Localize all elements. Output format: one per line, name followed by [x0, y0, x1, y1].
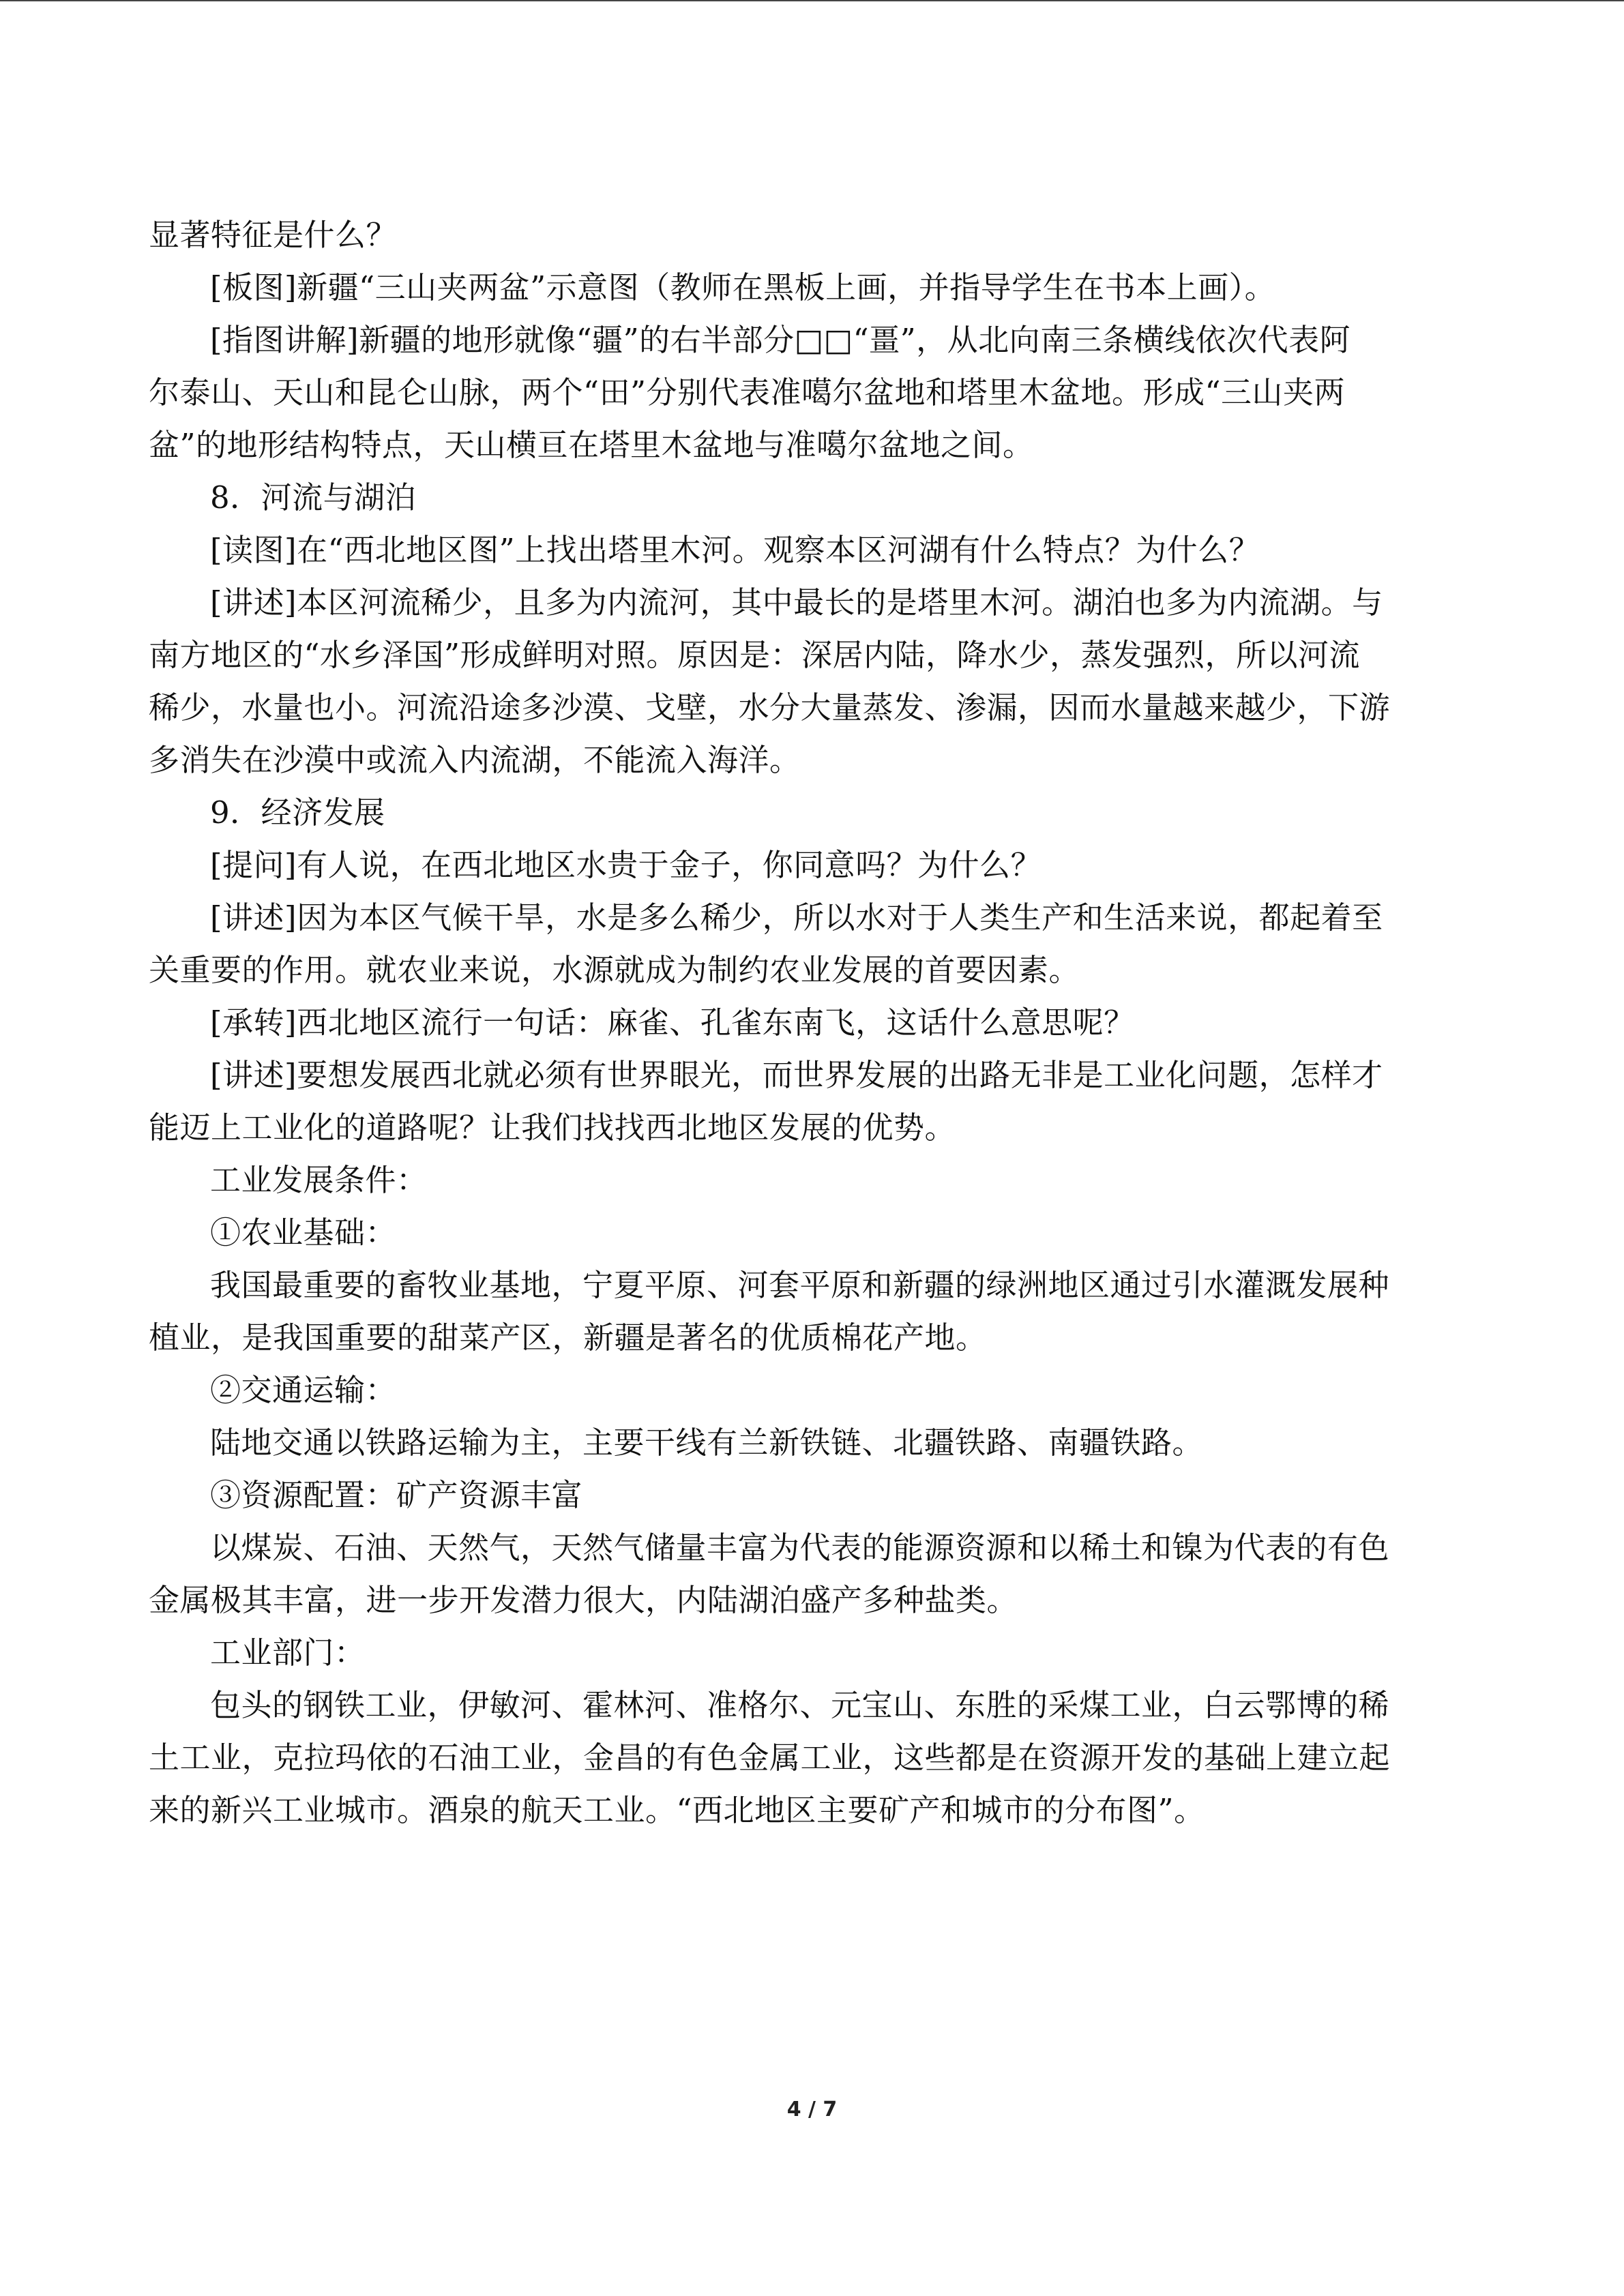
page-number: 4 / 7 — [786, 2098, 838, 2121]
section-heading: 9．经济发展 — [210, 794, 385, 831]
section-heading: 8．河流与湖泊 — [210, 479, 417, 516]
text-line: 金属极其丰富，进一步开发潜力很大，内陆湖泊盛产多种盐类。 — [149, 1582, 1018, 1618]
text-line: 南方地区的“水乡泽国”形成鲜明对照。原因是：深居内陆，降水少，蒸发强烈，所以河流 — [149, 637, 1361, 673]
text-line: 能迈上工业化的道路呢？让我们找找西北地区发展的优势。 — [149, 1109, 956, 1146]
text-line: 稀少，水量也小。河流沿途多沙漠、戈壁，水分大量蒸发、渗漏，因而水量越来越少，下游 — [149, 689, 1391, 726]
text-line: 显著特征是什么？ — [149, 217, 398, 253]
subheading: ②交通运输： — [210, 1372, 397, 1408]
text-line: 关重要的作用。就农业来说，水源就成为制约农业发展的首要因素。 — [149, 952, 1080, 988]
text-line: 陆地交通以铁路运输为主，主要干线有兰新铁链、北疆铁路、南疆铁路。 — [210, 1425, 1204, 1461]
subheading: ①农业基础： — [210, 1214, 397, 1251]
text-line: 我国最重要的畜牧业基地，宁夏平原、河套平原和新疆的绿洲地区通过引水灌溉发展种 — [210, 1267, 1390, 1303]
subheading: ③资源配置：矿产资源丰富 — [210, 1477, 583, 1513]
text-line: 植业，是我国重要的甜菜产区，新疆是著名的优质棉花产地。 — [149, 1320, 987, 1356]
text-line: 盆”的地形结构特点，天山横亘在塔里木盆地与准噶尔盆地之间。 — [149, 427, 1034, 463]
text-line: 来的新兴工业城市。酒泉的航天工业。“西北地区主要矿产和城市的分布图”。 — [149, 1792, 1205, 1828]
text-line: [指图讲解]新疆的地形就像“疆”的右半部分□□“畺”，从北向南三条横线依次代表阿 — [210, 322, 1351, 358]
text-line: 多消失在沙漠中或流入内流湖，不能流入海洋。 — [149, 742, 801, 778]
text-line: 包头的钢铁工业，伊敏河、霍林河、准格尔、元宝山、东胜的采煤工业，白云鄂博的稀 — [210, 1687, 1390, 1723]
text-line: [板图]新疆“三山夹两盆”示意图（教师在黑板上画，并指导学生在书本上画）。 — [210, 269, 1276, 305]
text-line: [讲述]因为本区气候干旱，水是多么稀少，所以水对于人类生产和生活来说，都起着至 — [210, 899, 1383, 936]
text-line: 尔泰山、天山和昆仑山脉，两个“田”分别代表准噶尔盆地和塔里木盆地。形成“三山夹两 — [149, 374, 1346, 411]
text-line: [讲述]要想发展西北就必须有世界眼光，而世界发展的出路无非是工业化问题，怎样才 — [210, 1057, 1383, 1093]
subheading: 工业部门： — [210, 1635, 366, 1671]
text-line: 土工业，克拉玛依的石油工业，金昌的有色金属工业，这些都是在资源开发的基础上建立起 — [149, 1740, 1391, 1776]
page-top-border — [0, 0, 1624, 1]
text-line: [读图]在“西北地区图”上找出塔里木河。观察本区河湖有什么特点？为什么？ — [210, 532, 1260, 568]
text-line: [提问]有人说，在西北地区水贵于金子，你同意吗？为什么？ — [210, 847, 1042, 883]
document-body — [149, 209, 1462, 1836]
subheading: 工业发展条件： — [210, 1162, 428, 1198]
text-line: [讲述]本区河流稀少，且多为内流河，其中最长的是塔里木河。湖泊也多为内流湖。与 — [210, 584, 1383, 621]
text-line: [承转]西北地区流行一句话：麻雀、孔雀东南飞，这话什么意思呢？ — [210, 1004, 1135, 1041]
text-line: 以煤炭、石油、天然气，天然气储量丰富为代表的能源资源和以稀土和镍为代表的有色 — [210, 1530, 1390, 1566]
